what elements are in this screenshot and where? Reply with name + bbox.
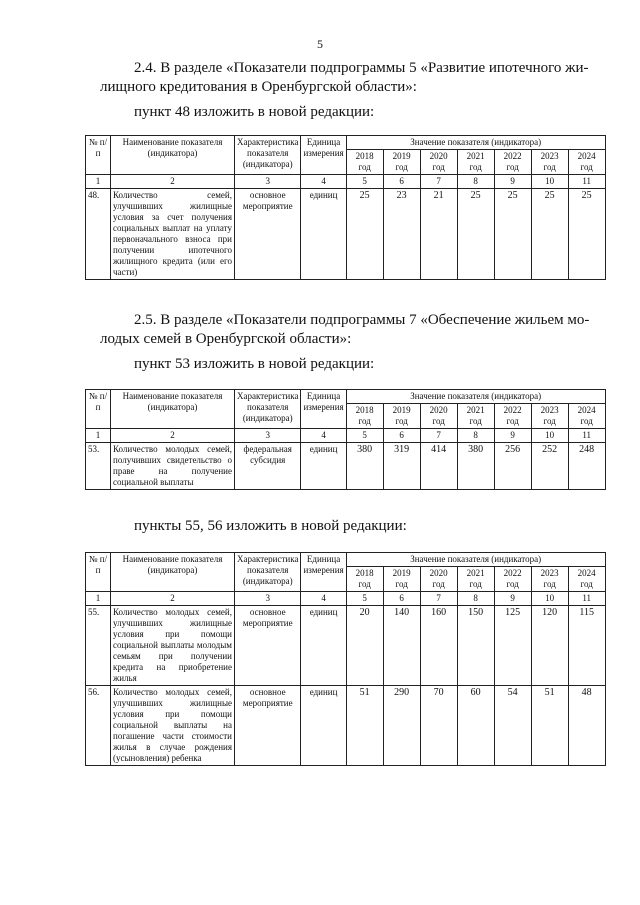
year-word: год: [469, 579, 482, 589]
indicator-value: 25: [346, 189, 383, 280]
header-characteristic: Характеристика показателя (индикатора): [235, 136, 301, 175]
indicator-value: 115: [568, 606, 605, 686]
year-word: год: [580, 416, 593, 426]
indicator-value: 25: [457, 189, 494, 280]
year-word: год: [395, 579, 408, 589]
header-year: [383, 150, 420, 175]
header-year: [531, 404, 568, 429]
year-word: год: [543, 416, 556, 426]
year-value: 2022: [503, 151, 522, 161]
indicator-value: 319: [383, 443, 420, 490]
column-index: 6: [383, 175, 420, 189]
year-word: год: [469, 162, 482, 172]
column-index: 11: [568, 592, 605, 606]
table-row: [86, 606, 606, 686]
table-row: [86, 686, 606, 766]
column-index: 6: [383, 592, 420, 606]
indicator-name: Количество семей, улучшивших жилищные условия за счет получения социальных выплат на уплату первоначального взноса при получении ипотечного жилищного кредита (или его части): [111, 189, 235, 280]
indicator-table: [85, 552, 606, 766]
header-num: № п/п: [86, 136, 111, 175]
year-value: 2024: [577, 151, 596, 161]
column-index: 3: [235, 429, 301, 443]
indicator-value: 125: [494, 606, 531, 686]
header-year: [383, 567, 420, 592]
column-index: 5: [346, 592, 383, 606]
column-index: 9: [494, 592, 531, 606]
year-value: 2021: [466, 151, 485, 161]
header-year: [420, 150, 457, 175]
header-year: [346, 404, 383, 429]
column-index: 1: [86, 175, 111, 189]
column-index: 10: [531, 175, 568, 189]
indicator-value: 120: [531, 606, 568, 686]
year-value: 2019: [392, 405, 411, 415]
year-value: 2021: [466, 568, 485, 578]
indicator-value: 256: [494, 443, 531, 490]
header-year: [568, 567, 605, 592]
table-row: [86, 443, 606, 490]
year-value: 2019: [392, 151, 411, 161]
indicator-value: 140: [383, 606, 420, 686]
column-index: 1: [86, 429, 111, 443]
table-index-row: [86, 592, 606, 606]
year-value: 2020: [429, 151, 448, 161]
header-values: Значение показателя (индикатора): [346, 390, 605, 404]
year-value: 2022: [503, 568, 522, 578]
header-year: [568, 404, 605, 429]
column-index: 3: [235, 592, 301, 606]
year-word: год: [432, 162, 445, 172]
column-index: 7: [420, 592, 457, 606]
row-number: 55.: [86, 606, 111, 686]
column-index: 5: [346, 429, 383, 443]
year-word: год: [395, 416, 408, 426]
column-index: 10: [531, 592, 568, 606]
indicator-value: 380: [457, 443, 494, 490]
indicator-value: 21: [420, 189, 457, 280]
column-index: 7: [420, 175, 457, 189]
indicator-unit: единиц: [301, 189, 346, 280]
column-index: 1: [86, 592, 111, 606]
header-characteristic: Характеристика показателя (индикатора): [235, 390, 301, 429]
header-year: [346, 567, 383, 592]
column-index: 9: [494, 429, 531, 443]
year-word: год: [580, 579, 593, 589]
indicator-value: 51: [346, 686, 383, 766]
indicator-value: 160: [420, 606, 457, 686]
year-word: год: [395, 162, 408, 172]
year-value: 2018: [355, 568, 374, 578]
header-unit: Единица измерения: [301, 553, 346, 592]
indicator-value: 25: [568, 189, 605, 280]
year-value: 2023: [540, 151, 559, 161]
year-value: 2019: [392, 568, 411, 578]
column-index: 10: [531, 429, 568, 443]
row-number: 53.: [86, 443, 111, 490]
indicator-characteristic: основное мероприятие: [235, 606, 301, 686]
indicator-value: 54: [494, 686, 531, 766]
year-word: год: [432, 416, 445, 426]
header-year: [457, 150, 494, 175]
indicator-value: 290: [383, 686, 420, 766]
year-word: год: [506, 579, 519, 589]
indicator-unit: единиц: [301, 606, 346, 686]
column-index: 8: [457, 592, 494, 606]
instruction-text: пункты 55, 56 изложить в новой редакции:: [134, 518, 407, 534]
year-word: год: [506, 416, 519, 426]
page-number: 5: [317, 37, 323, 51]
year-word: год: [543, 579, 556, 589]
header-year: [457, 404, 494, 429]
indicator-unit: единиц: [301, 443, 346, 490]
year-word: год: [469, 416, 482, 426]
column-index: 4: [301, 429, 346, 443]
indicator-table: [85, 135, 606, 280]
header-year: [457, 567, 494, 592]
indicator-value: 248: [568, 443, 605, 490]
year-value: 2024: [577, 568, 596, 578]
indicator-value: 25: [531, 189, 568, 280]
instruction-text: пункт 53 изложить в новой редакции:: [134, 356, 375, 372]
column-index: 8: [457, 429, 494, 443]
header-characteristic: Характеристика показателя (индикатора): [235, 553, 301, 592]
indicator-characteristic: основное мероприятие: [235, 686, 301, 766]
year-value: 2021: [466, 405, 485, 415]
column-index: 3: [235, 175, 301, 189]
column-index: 8: [457, 175, 494, 189]
header-year: [346, 150, 383, 175]
indicator-value: 20: [346, 606, 383, 686]
indicator-value: 380: [346, 443, 383, 490]
column-index: 2: [111, 592, 235, 606]
year-word: год: [506, 162, 519, 172]
table-header-row: [86, 553, 606, 567]
indicator-unit: единиц: [301, 686, 346, 766]
column-index: 4: [301, 175, 346, 189]
year-word: год: [358, 416, 371, 426]
header-unit: Единица измерения: [301, 390, 346, 429]
year-value: 2024: [577, 405, 596, 415]
header-year: [531, 567, 568, 592]
indicator-value: 414: [420, 443, 457, 490]
indicator-name: Количество молодых семей, получивших свидетельство о праве на получение социальной выплаты: [111, 443, 235, 490]
year-value: 2018: [355, 151, 374, 161]
column-index: 7: [420, 429, 457, 443]
year-value: 2022: [503, 405, 522, 415]
section-heading: 2.5. В разделе «Показатели подпрограммы 7 «Обеспечение жильем мо- лодых семей в Оренбургской области»:: [100, 312, 590, 347]
table-index-row: [86, 175, 606, 189]
indicator-characteristic: основное мероприятие: [235, 189, 301, 280]
year-value: 2020: [429, 405, 448, 415]
indicator-value: 150: [457, 606, 494, 686]
section-heading: 2.4. В разделе «Показатели подпрограммы 5 «Развитие ипотечного жи- лищного кредитования в Оренбургской области»:: [100, 60, 589, 95]
column-index: 5: [346, 175, 383, 189]
year-value: 2018: [355, 405, 374, 415]
header-name: Наименование показателя (индикатора): [111, 136, 235, 175]
header-year: [420, 404, 457, 429]
year-value: 2020: [429, 568, 448, 578]
column-index: 2: [111, 175, 235, 189]
column-index: 11: [568, 429, 605, 443]
instruction-text: пункт 48 изложить в новой редакции:: [134, 104, 375, 120]
header-values: Значение показателя (индикатора): [346, 553, 605, 567]
table-index-row: [86, 429, 606, 443]
year-word: год: [580, 162, 593, 172]
indicator-value: 60: [457, 686, 494, 766]
table-header-row: [86, 390, 606, 404]
indicator-value: 48: [568, 686, 605, 766]
row-number: 48.: [86, 189, 111, 280]
column-index: 4: [301, 592, 346, 606]
table-row: [86, 189, 606, 280]
year-word: год: [543, 162, 556, 172]
column-index: 2: [111, 429, 235, 443]
header-num: № п/п: [86, 390, 111, 429]
column-index: 6: [383, 429, 420, 443]
indicator-table: [85, 389, 606, 490]
year-word: год: [358, 162, 371, 172]
indicator-value: 23: [383, 189, 420, 280]
year-value: 2023: [540, 405, 559, 415]
year-word: год: [432, 579, 445, 589]
column-index: 9: [494, 175, 531, 189]
header-year: [383, 404, 420, 429]
header-name: Наименование показателя (индикатора): [111, 390, 235, 429]
header-name: Наименование показателя (индикатора): [111, 553, 235, 592]
year-value: 2023: [540, 568, 559, 578]
header-unit: Единица измерения: [301, 136, 346, 175]
indicator-name: Количество молодых семей, улучшивших жилищные условия при помощи социальной выплаты молодым семьям при получении кредита на приобретение жилья: [111, 606, 235, 686]
header-year: [420, 567, 457, 592]
header-year: [494, 150, 531, 175]
header-year: [494, 567, 531, 592]
indicator-value: 51: [531, 686, 568, 766]
header-year: [531, 150, 568, 175]
header-year: [494, 404, 531, 429]
column-index: 11: [568, 175, 605, 189]
year-word: год: [358, 579, 371, 589]
header-num: № п/п: [86, 553, 111, 592]
indicator-name: Количество молодых семей, улучшивших жилищные условия при помощи социальной выплаты на погашение части стоимости жилья в случае рождения (усыновления) ребенка: [111, 686, 235, 766]
row-number: 56.: [86, 686, 111, 766]
header-values: Значение показателя (индикатора): [346, 136, 605, 150]
indicator-value: 70: [420, 686, 457, 766]
indicator-value: 252: [531, 443, 568, 490]
indicator-characteristic: федеральная субсидия: [235, 443, 301, 490]
header-year: [568, 150, 605, 175]
indicator-value: 25: [494, 189, 531, 280]
table-header-row: [86, 136, 606, 150]
